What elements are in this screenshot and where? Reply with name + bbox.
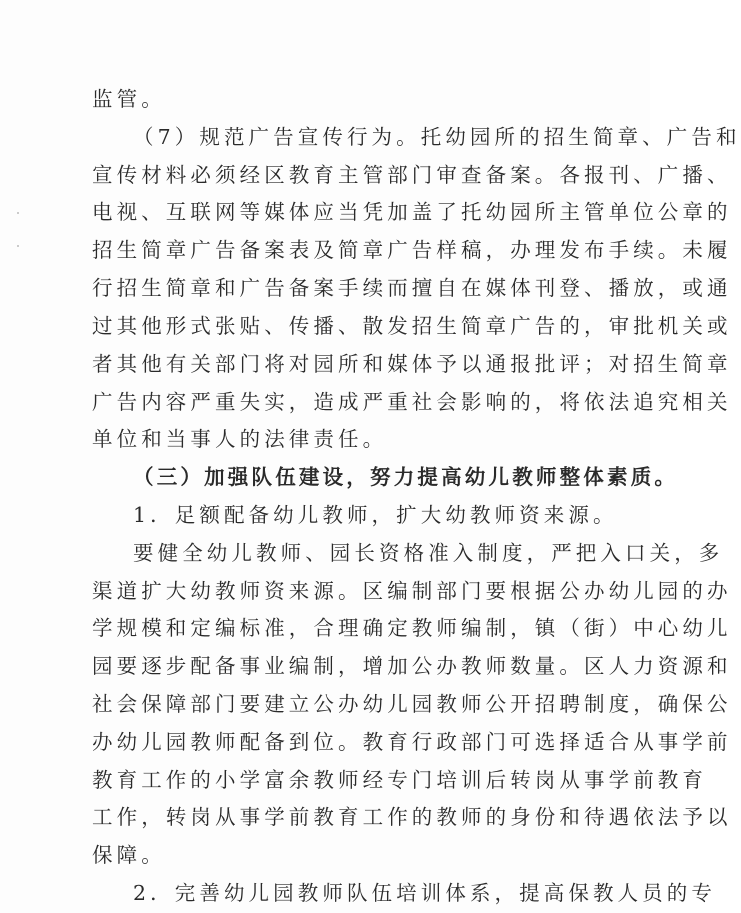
text-line: 广告内容严重失实，造成严重社会影响的，将依法追究相关	[92, 390, 732, 414]
text-line: 保障。	[92, 843, 166, 867]
text-line: 招生简章广告备案表及简章广告样稿，办理发布手续。未履	[92, 238, 732, 262]
paragraph-7-start: （7）规范广告宣传行为。托幼园所的招生简章、广告和	[133, 125, 741, 149]
scan-speck	[17, 245, 19, 247]
text-line: 单位和当事人的法律责任。	[92, 427, 388, 451]
text-line: 渠道扩大幼教师资来源。区编制部门要根据公办幼儿园的办	[92, 579, 732, 603]
section-heading: （三）加强队伍建设，努力提高幼儿教师整体素质。	[133, 465, 679, 489]
text-line: 学规模和定编标准，合理确定教师编制，镇（街）中心幼儿	[92, 616, 732, 640]
paragraph-start: 要健全幼儿教师、园长资格准入制度，严把入口关，多	[133, 541, 724, 565]
subsection-heading-2: 2．完善幼儿园教师队伍培训体系，提高保教人员的专	[133, 881, 716, 905]
text-line: 行招生简章和广告备案手续而擅自在媒体刊登、播放，或通	[92, 276, 732, 300]
text-line: 社会保障部门要建立公办幼儿园教师公开招聘制度，确保公	[92, 692, 732, 716]
text-line: 办幼儿园教师配备到位。教育行政部门可选择适合从事学前	[92, 730, 732, 754]
text-line: 园要逐步配备事业编制，增加公办教师数量。区人力资源和	[92, 654, 732, 678]
text-line: 教育工作的小学富余教师经专门培训后转岗从事学前教育	[92, 768, 707, 792]
text-line: 宣传材料必须经区教育主管部门审查备案。各报刊、广播、	[92, 163, 732, 187]
subsection-heading-1: 1．足额配备幼儿教师，扩大幼教师资来源。	[133, 503, 618, 527]
text-line: 监管。	[92, 87, 166, 111]
text-line: 电视、互联网等媒体应当凭加盖了托幼园所主管单位公章的	[92, 200, 732, 224]
text-line: 过其他形式张贴、传播、散发招生简章广告的，审批机关或	[92, 314, 732, 338]
scan-speck	[17, 212, 19, 214]
text-line: 者其他有关部门将对园所和媒体予以通报批评；对招生简章	[92, 352, 732, 376]
text-line: 工作，转岗从事学前教育工作的教师的身份和待遇依法予以	[92, 805, 732, 829]
